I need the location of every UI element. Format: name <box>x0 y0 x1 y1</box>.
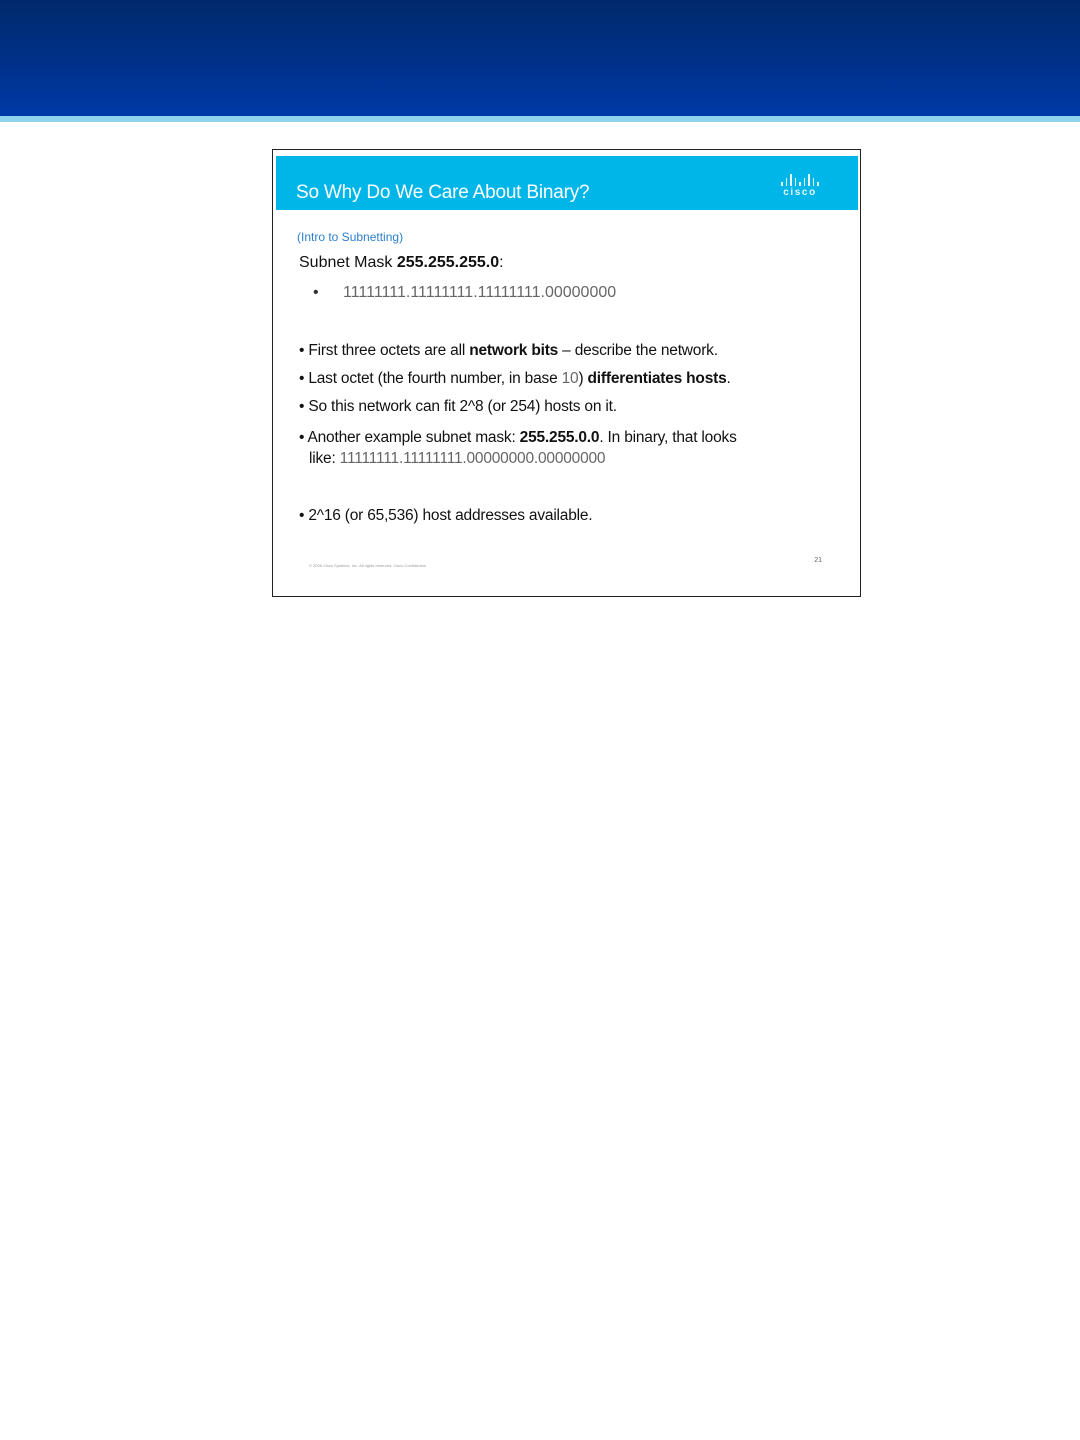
top-band-accent-line <box>0 116 1080 122</box>
bullet-another-example: • Another example subnet mask: 255.255.0.0. In binary, that looks <box>299 429 737 446</box>
bullet-dot: • <box>313 284 319 301</box>
subnet-mask-line: Subnet Mask 255.255.255.0: <box>299 254 504 271</box>
top-band <box>0 0 1080 116</box>
slide-thumbnail <box>272 149 861 597</box>
slide-title: So Why Do We Care About Binary? <box>296 182 590 203</box>
binary-mask-value: 11111111.11111111.11111111.00000000 <box>343 284 617 301</box>
logo-text: cisco <box>783 187 817 198</box>
bullet-host-count: • So this network can fit 2^8 (or 254) hosts on it. <box>299 398 617 415</box>
footer-copyright: © 2006 Cisco Systems, Inc. All rights reserved. Cisco Confidential <box>309 563 426 568</box>
binary-mask-line <box>313 284 616 302</box>
bullet-host-addresses: • 2^16 (or 65,536) host addresses available. <box>299 507 593 524</box>
subnet-mask-value: 255.255.255.0 <box>396 254 500 271</box>
bullet-network-bits: • First three octets are all network bits – describe the network. <box>299 342 718 359</box>
bullet-another-example-line2: like: 11111111.11111111.00000000.00000000 <box>309 450 606 467</box>
slide-subtitle: (Intro to Subnetting) <box>297 230 404 244</box>
bullet-host-bits: • Last octet (the fourth number, in base 10) differentiates hosts. <box>299 370 731 387</box>
page-number: 21 <box>814 557 822 564</box>
